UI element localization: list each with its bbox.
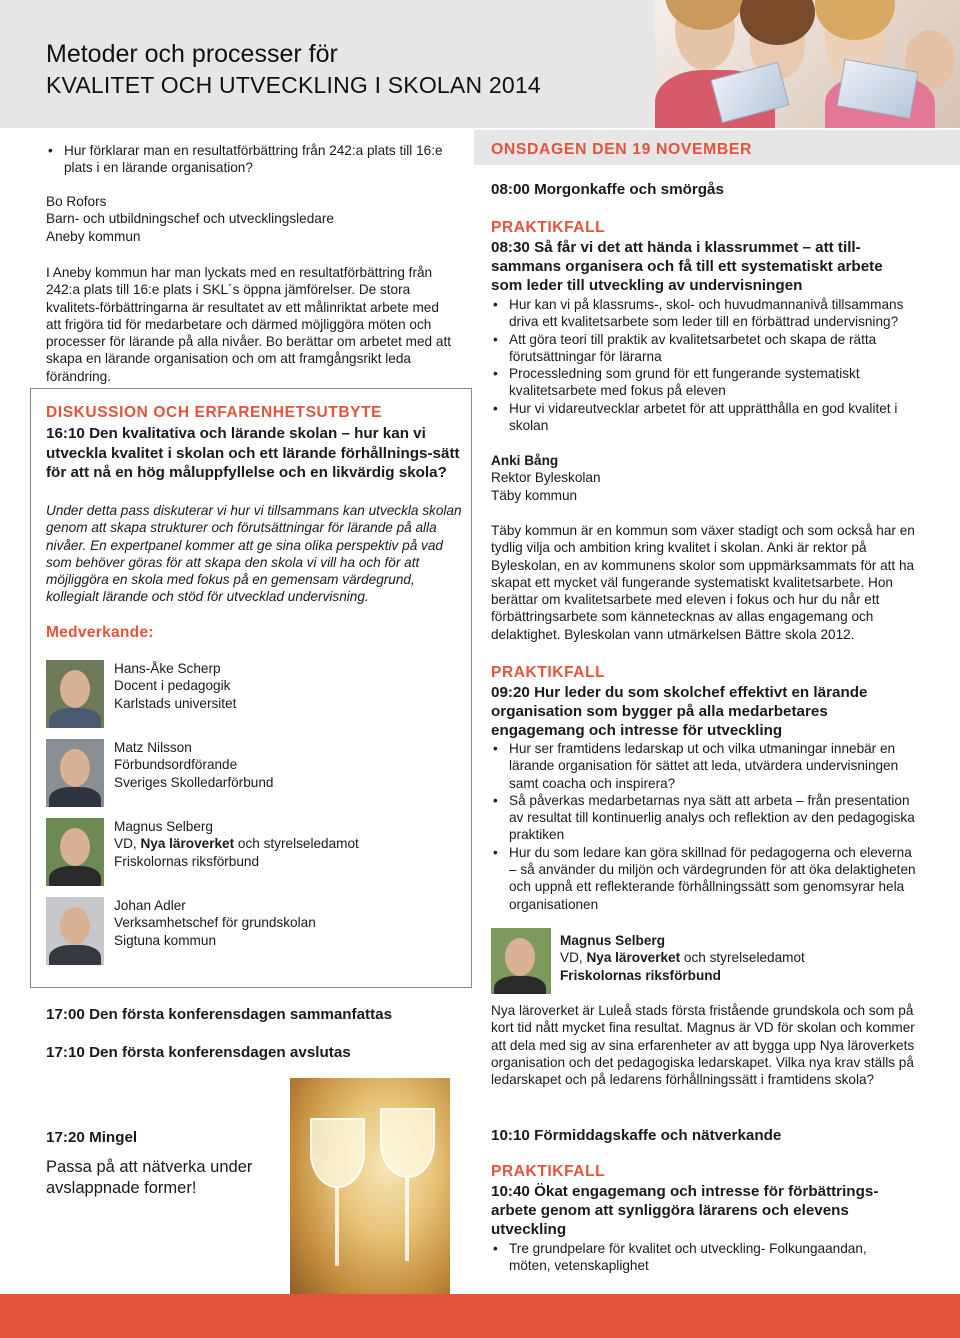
case3-bullet: • Tre grundpelare för kvalitet och utveckling- Folkungaandan, möten, vetenskaplighet bbox=[491, 1240, 911, 1275]
participant-org: Sveriges Skolledarförbund bbox=[114, 774, 274, 790]
case1-bullet: • Processledning som grund för ett fungerande systematiskt kvalitetsarbete med fokus på eleven bbox=[491, 365, 921, 400]
participant-2 bbox=[114, 739, 444, 791]
intro-bullet: • Hur förklarar man en resultatförbättring från 242:a plats till 16:e plats i en lärande organisation? bbox=[46, 142, 446, 177]
mingel-title: 17:20 Mingel bbox=[46, 1129, 138, 1146]
participant-1 bbox=[114, 660, 444, 712]
participant-org: Karlstads universitet bbox=[114, 695, 237, 711]
participant-org: Sigtuna kommun bbox=[114, 932, 217, 948]
participant-role: Förbundsordförande bbox=[114, 757, 238, 773]
wine-glasses-photo bbox=[290, 1078, 450, 1300]
footer-band bbox=[0, 1294, 960, 1338]
intro-bullet-list bbox=[46, 142, 446, 177]
case1-speaker bbox=[491, 452, 921, 504]
speaker-name: Bo Rofors bbox=[46, 194, 107, 209]
case3-heading: PRAKTIKFALL bbox=[491, 1163, 606, 1180]
speaker-description: I Aneby kommun har man lyckats med en resultatförbättring från 242:a plats till 16:e plats i SKL´s öppna jämförelser. De stora kvalitets-förbättringarna är resultatet av ett målinriktat arbete med att frigöra tid för medarbetare och därmed möjliggöra möten och processer för lärande på alla nivåer. Bo berättar om arbetet med att skapa en lärande organisation och om att framgångsrikt leda förändring. bbox=[46, 265, 452, 384]
participant-name: Matz Nilsson bbox=[114, 740, 192, 755]
participant-role: VD, Nya läroverket och styrelseledamot bbox=[114, 836, 359, 852]
coffee-item: 10:10 Förmiddagskaffe och nätverkande bbox=[491, 1127, 782, 1144]
discussion-text: Under detta pass diskuterar vi hur vi tillsammans kan utveckla skolan genom att skapa strukturer och förutsättningar för lärande på alla nivåer. En expertpanel kommer att ge sina olika perspektiv på vad som behöver göras för att skapa den skola vi vill ha och för att möjliggöra en skola med fokus på en gemensam värdegrund, kollegialt lärande och stöd för utvecklad undervisning. bbox=[46, 503, 462, 605]
speaker-block-bo-rofors bbox=[46, 193, 466, 245]
speaker-role: Rektor Byleskolan bbox=[491, 470, 601, 486]
speaker-org: Täby kommun bbox=[491, 487, 578, 503]
case3-bullet-list bbox=[491, 1240, 911, 1275]
speaker-name: Anki Bång bbox=[491, 453, 559, 468]
discussion-title: 16:10 Den kvalitativa och lärande skolan – hur kan vi utveckla kvalitet i skolan och ett lärande förhållnings-sätt för att nå en hög måluppfyllelse och en likvärdig skola? bbox=[46, 425, 460, 482]
case2-bullet: • Hur du som ledare kan göra skillnad för pedagogerna och eleverna – så använder du miljön och värdegrunden för att öka delaktigheten och uppnå ett reflekterande förhållningssätt som genomsyrar hela organisationen bbox=[491, 844, 921, 913]
participant-role: Docent i pedagogik bbox=[114, 678, 231, 694]
discussion-heading: DISKUSSION OCH ERFARENHETSUTBYTE bbox=[46, 404, 383, 421]
avatar-magnus-selberg bbox=[46, 818, 104, 886]
participant-3 bbox=[114, 818, 444, 870]
case1-title: 08:30 Så får vi det att hända i klassrummet – att till-sammans organisera och få till ett systematiskt arbete som leder till utveckling av undervisningen bbox=[491, 239, 883, 294]
case2-bullet-list bbox=[491, 740, 921, 913]
case2-bullet: • Hur ser framtidens ledarskap ut och vilka utmaningar innebär en lärande organisation för sättet att leda, utvärdera undervisningen samt coacha och inspirera? bbox=[491, 740, 921, 792]
speaker-role: VD, Nya läroverket och styrelseledamot bbox=[560, 950, 805, 966]
case1-bullet: • Att göra teori till praktik av kvalitetsarbetet och skapa de rätta förutsättningar för lärarna bbox=[491, 331, 921, 366]
end-item: 17:10 Den första konferensdagen avslutas bbox=[46, 1044, 351, 1061]
participant-role: Verksamhetschef för grundskolan bbox=[114, 915, 316, 931]
participant-name: Hans-Åke Scherp bbox=[114, 661, 221, 676]
breakfast-item: 08:00 Morgonkaffe och smörgås bbox=[491, 181, 724, 198]
participant-name: Magnus Selberg bbox=[114, 819, 213, 834]
speaker-name: Magnus Selberg bbox=[560, 933, 665, 948]
speaker-role: Barn- och utbildningschef och utvecklingsledare bbox=[46, 211, 334, 227]
case1-heading: PRAKTIKFALL bbox=[491, 219, 606, 236]
avatar-hans-ake-scherp bbox=[46, 660, 104, 728]
case3-title: 10:40 Ökat engagemang och intresse för förbättrings-arbete genom att synliggöra lärarens och elevens utveckling bbox=[491, 1183, 879, 1238]
case2-speaker bbox=[560, 932, 920, 984]
speaker-org: Friskolornas riksförbund bbox=[560, 967, 721, 983]
avatar-johan-adler bbox=[46, 897, 104, 965]
case1-bullet: • Hur kan vi på klassrums-, skol- och huvudmannanivå tillsammans driva ett kvalitetsarbete som leder till en förbättrad undervisning? bbox=[491, 296, 921, 331]
case2-text: Nya läroverket är Luleå stads första fristående grundskola och som på kort tid nått mycket fina resultat. Magnus är VD för skolan och kommer att dela med sig av sina erfarenheter av att bygga upp Nya läroverkets organisation och det pedagogiska ledarskapet. Vilka nya krav ställs på ledarskapet och på ledarens förhållningssätt i framtidens skola? bbox=[491, 1003, 915, 1088]
case2-bullet: • Så påverkas medarbetarnas nya sätt att arbeta – från presentation av resultat till kontinuerlig analys och reflektion av den pedagogiska praktiken bbox=[491, 792, 921, 844]
day-heading: ONSDAGEN DEN 19 NOVEMBER bbox=[491, 141, 753, 158]
page-title-line1: Metoder och processer för bbox=[46, 40, 338, 68]
avatar-matz-nilsson bbox=[46, 739, 104, 807]
speaker-org: Aneby kommun bbox=[46, 228, 141, 244]
participants-heading: Medverkande: bbox=[46, 624, 154, 641]
participant-4 bbox=[114, 897, 444, 949]
avatar-magnus-selberg-2 bbox=[491, 928, 551, 994]
case2-title: 09:20 Hur leder du som skolchef effektivt en lärande organisation som bygger på alla medarbetares engagemang och intresse för utveckling bbox=[491, 684, 868, 739]
case1-bullet-list bbox=[491, 296, 921, 434]
case2-heading: PRAKTIKFALL bbox=[491, 664, 606, 681]
participant-org: Friskolornas riksförbund bbox=[114, 853, 260, 869]
participant-name: Johan Adler bbox=[114, 898, 186, 913]
mingel-text: Passa på att nätverka under avslappnade former! bbox=[46, 1158, 253, 1197]
page-title-line2: KVALITET OCH UTVECKLING I SKOLAN 2014 bbox=[46, 72, 541, 98]
students-photo bbox=[655, 0, 960, 128]
case1-text: Täby kommun är en kommun som växer stadigt och som också har en tydlig vilja och ambition kring kvalitet i skolan. Anki är rektor på Byleskolan, en av kommunens skolor som uppmärksammats för att ha skapat ett mycket väl fungerande systematiskt kvalitetsarbete. Hon berättar om kvalitetsarbete med eleven i fokus och hur du når ett förbättringsarbete som kännetecknas av allas engagemang och delaktighet. Byleskolan vann utmärkelsen Bättre skola 2012. bbox=[491, 523, 915, 642]
case1-bullet: • Hur vi vidareutvecklar arbetet för att upprätthålla en god kvalitet i skolan bbox=[491, 400, 921, 435]
summary-item: 17:00 Den första konferensdagen sammanfattas bbox=[46, 1006, 393, 1023]
